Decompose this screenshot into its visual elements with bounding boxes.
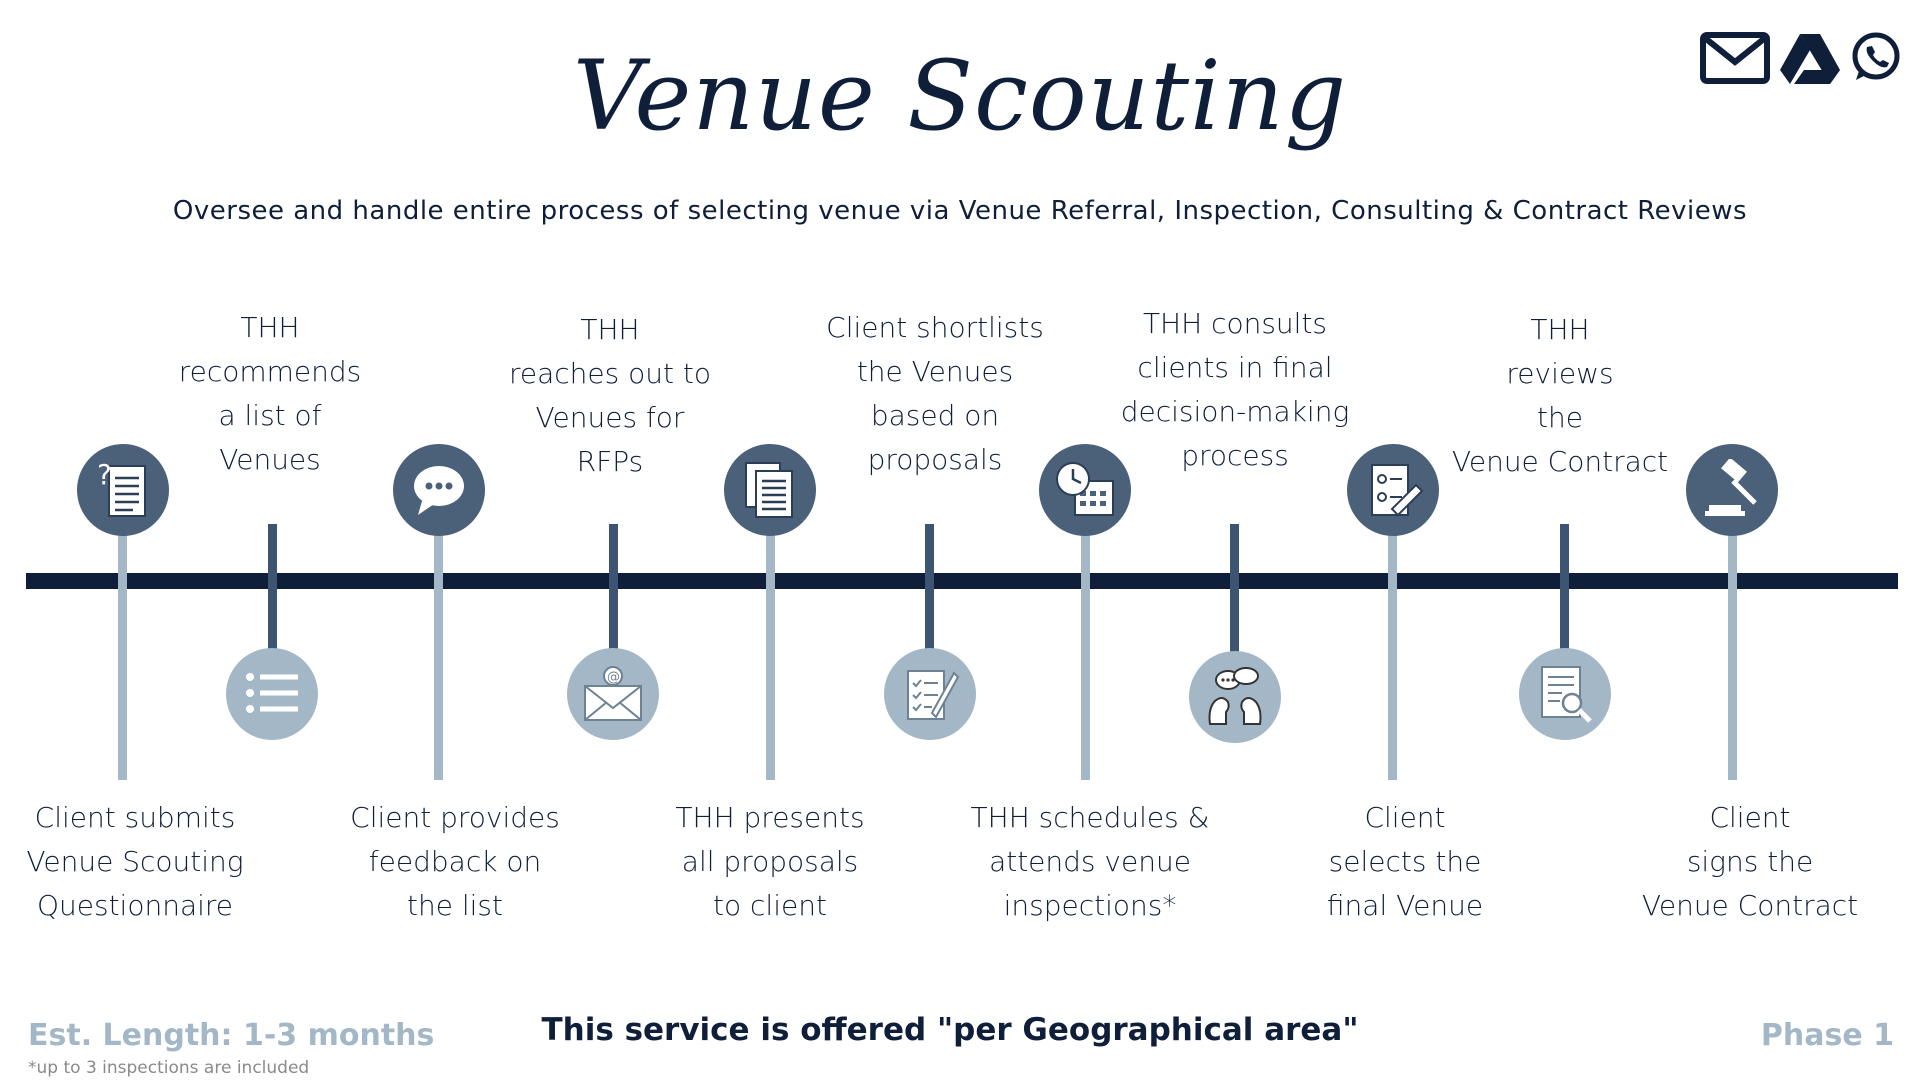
step-label-submits: Client submits Venue Scouting Questionnaire: [26, 801, 244, 922]
step-label-reviews-contract: THH reviews the Venue Contract: [1451, 313, 1669, 478]
estimated-length: Est. Length: 1-3 months: [28, 1018, 435, 1053]
list-icon: [226, 648, 318, 740]
consult-heads-icon: [1189, 651, 1281, 743]
step-label-rfps: THH reaches out to Venues for RFPs: [508, 313, 711, 478]
contract-review-icon: [1519, 648, 1611, 740]
stem: [1560, 524, 1569, 654]
documents-icon: [724, 444, 816, 536]
stem: [118, 520, 127, 780]
checklist-select-icon: [1347, 444, 1439, 536]
chat-bubble-icon: [393, 444, 485, 536]
step-label-selects: Client selects the final Venue: [1326, 801, 1484, 922]
stem: [1230, 524, 1239, 654]
mail-icon[interactable]: [1700, 32, 1770, 88]
step-label-shortlists: Client shortlists the Venues based on proposals: [826, 311, 1044, 476]
step-label-recommends: THH recommends a list of Venues: [178, 311, 362, 476]
stem: [1728, 520, 1737, 780]
svg-text:@: @: [607, 670, 620, 685]
stem: [434, 520, 443, 780]
stem: [268, 524, 277, 654]
svg-text:?: ?: [97, 458, 112, 491]
timeline-line: [26, 573, 1898, 589]
step-label-consults: THH consults clients in final decision-making process: [1120, 307, 1350, 472]
step-label-schedules: THH schedules & attends venue inspections*: [970, 801, 1210, 922]
inspection-footnote: *up to 3 inspections are included: [28, 1058, 310, 1078]
service-note: This service is offered "per Geographical area": [541, 1012, 1359, 1048]
stem: [766, 520, 775, 780]
shortlist-doc-icon: [884, 648, 976, 740]
page-subtitle: Oversee and handle entire process of selecting venue via Venue Referral, Inspection, Consulting & Contract Reviews: [172, 196, 1748, 226]
step-label-presents: THH presents all proposals to client: [675, 801, 865, 922]
page-title: Venue Scouting: [572, 40, 1348, 152]
stem: [1081, 520, 1090, 780]
whatsapp-icon[interactable]: [1850, 32, 1902, 88]
drive-icon[interactable]: [1780, 32, 1840, 88]
stem: [609, 524, 618, 654]
step-label-signs: Client signs the Venue Contract: [1641, 801, 1859, 922]
email-envelope-icon: [567, 648, 659, 740]
gavel-icon: [1686, 444, 1778, 536]
step-label-feedback: Client provides feedback on the list: [350, 801, 560, 922]
stem: [1388, 520, 1397, 780]
phase-label: Phase 1: [1760, 1018, 1894, 1053]
stem: [925, 524, 934, 654]
